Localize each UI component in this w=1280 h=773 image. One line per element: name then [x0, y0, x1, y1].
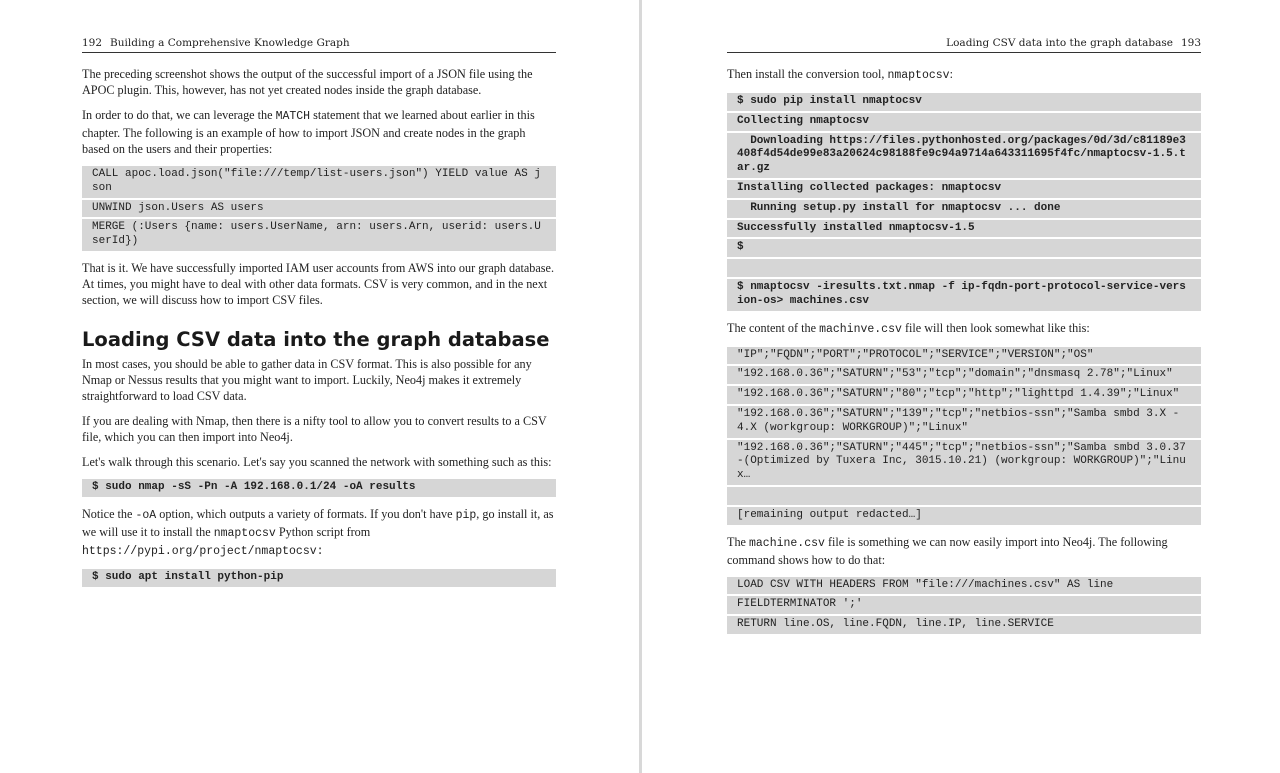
code-line: FIELDTERMINATOR ';' [727, 596, 1201, 614]
code-line: "192.168.0.36";"SATURN";"139";"tcp";"netbios-ssn";"Samba smbd 3.X - 4.X (workgroup: WORKGROUP)";"Linux" [727, 406, 1201, 438]
code-line [727, 259, 1201, 277]
right-page-number: 193 [1180, 37, 1201, 49]
paragraph: In most cases, you should be able to gather data in CSV format. This is also possible for any Nmap or Nessus results that you might want to import. Luckily, Neo4j makes it extremely straightforward to load CSV data. [82, 356, 532, 403]
right-column [727, 37, 1201, 643]
code-block-nmap [82, 479, 556, 497]
paragraph: That is it. We have successfully imported IAM user accounts from AWS into our graph database. At times, you might have to deal with other data formats. CSV is very common, and in the next section, we will discuss how to import CSV files. [82, 260, 554, 307]
code-line: Successfully installed nmaptocsv-1.5 [727, 220, 1201, 238]
paragraph: Notice the -oA option, which outputs a variety of formats. If you don't have pip, go install it, as we will use it to install the nmaptocsv Python script from https://pypi.org/project/nmaptocsv: [82, 506, 554, 558]
code-line: LOAD CSV WITH HEADERS FROM "file:///machines.csv" AS line [727, 577, 1201, 595]
paragraph: The content of the machinve.csv file will then look somewhat like this: [727, 320, 1090, 336]
code-line: $ nmaptocsv -iresults.txt.nmap -f ip-fqdn-port-protocol-service-version-os> machines.csv [727, 279, 1201, 311]
code-line: $ sudo pip install nmaptocsv [727, 93, 1201, 111]
left-page [0, 0, 639, 773]
code-block-install [727, 93, 1201, 311]
code-block-csv-output [727, 347, 1201, 525]
code-line: Downloading https://files.pythonhosted.org/packages/0d/3d/c81189e3408f4d54de99e83a20624c98188fe9c94a9714a643311695f4fc/nmaptocsv-1.5.tar.gz [727, 133, 1201, 178]
code-line: "192.168.0.36";"SATURN";"53";"tcp";"domain";"dnsmasq 2.78";"Linux" [727, 366, 1201, 384]
left-running-title: Building a Comprehensive Knowledge Graph [110, 37, 350, 49]
paragraph: Then install the conversion tool, nmaptocsv: [727, 67, 953, 82]
inline-code: machine.csv [749, 536, 825, 550]
code-line: $ sudo nmap -sS -Pn -A 192.168.0.1/24 -oA results [82, 479, 556, 497]
right-page [642, 0, 1280, 773]
paragraph: The machine.csv file is something we can now easily import into Neo4j. The following command shows how to do that: [727, 534, 1168, 567]
code-block-json-import [82, 166, 556, 251]
code-line: "192.168.0.36";"SATURN";"445";"tcp";"netbios-ssn";"Samba smbd 3.0.37-(Optimized by Tuxera Inc, 3015.10.21) (workgroup: WORKGROUP)";"Linux… [727, 440, 1201, 485]
paragraph: In order to do that, we can leverage the MATCH statement that we learned about earlier in this chapter. The following is an example of how to import JSON and create nodes in the graph based on the users and their properties: [82, 108, 535, 156]
inline-code: -oA [135, 508, 157, 522]
inline-code: nmaptocsv [887, 69, 950, 82]
paragraph: If you are dealing with Nmap, then there is a nifty tool to allow you to convert results to a CSV file, which you can then import into Neo4j. [82, 413, 547, 444]
code-line: CALL apoc.load.json("file:///temp/list-users.json") YIELD value AS json [82, 166, 556, 198]
section-heading: Loading CSV data into the graph database [82, 327, 550, 351]
code-line: Collecting nmaptocsv [727, 113, 1201, 131]
left-page-number: 192 [82, 37, 103, 49]
code-line: MERGE (:Users {name: users.UserName, arn: users.Arn, userid: users.UserId}) [82, 219, 556, 251]
code-line: RETURN line.OS, line.FQDN, line.IP, line.SERVICE [727, 616, 1201, 634]
inline-code: machinve.csv [819, 322, 902, 336]
paragraph: Let's walk through this scenario. Let's say you scanned the network with something such as this: [82, 454, 552, 469]
left-running-header [82, 37, 556, 53]
left-column [82, 37, 556, 596]
code-line: "IP";"FQDN";"PORT";"PROTOCOL";"SERVICE";"VERSION";"OS" [727, 347, 1201, 365]
code-line: $ sudo apt install python-pip [82, 569, 556, 587]
code-block-load-csv [727, 577, 1201, 634]
inline-code: MATCH [275, 110, 311, 123]
code-line: UNWIND json.Users AS users [82, 200, 556, 218]
code-line: "192.168.0.36";"SATURN";"80";"tcp";"http";"lighttpd 1.4.39";"Linux" [727, 386, 1201, 404]
code-line: [remaining output redacted…] [727, 507, 1201, 525]
code-line: $ [727, 239, 1201, 257]
code-line [727, 487, 1201, 505]
code-block-pip [82, 569, 556, 587]
inline-code: pip [455, 508, 477, 522]
right-running-header [727, 37, 1201, 53]
code-line: Running setup.py install for nmaptocsv ... done [727, 200, 1201, 218]
inline-url: https://pypi.org/project/nmaptocsv: [82, 544, 324, 558]
code-line: Installing collected packages: nmaptocsv [727, 180, 1201, 198]
right-running-title: Loading CSV data into the graph database [946, 37, 1173, 49]
inline-code: nmaptocsv [213, 526, 276, 540]
paragraph: The preceding screenshot shows the output of the successful import of a JSON file using the APOC plugin. This, however, has not yet created nodes inside the graph database. [82, 67, 533, 97]
